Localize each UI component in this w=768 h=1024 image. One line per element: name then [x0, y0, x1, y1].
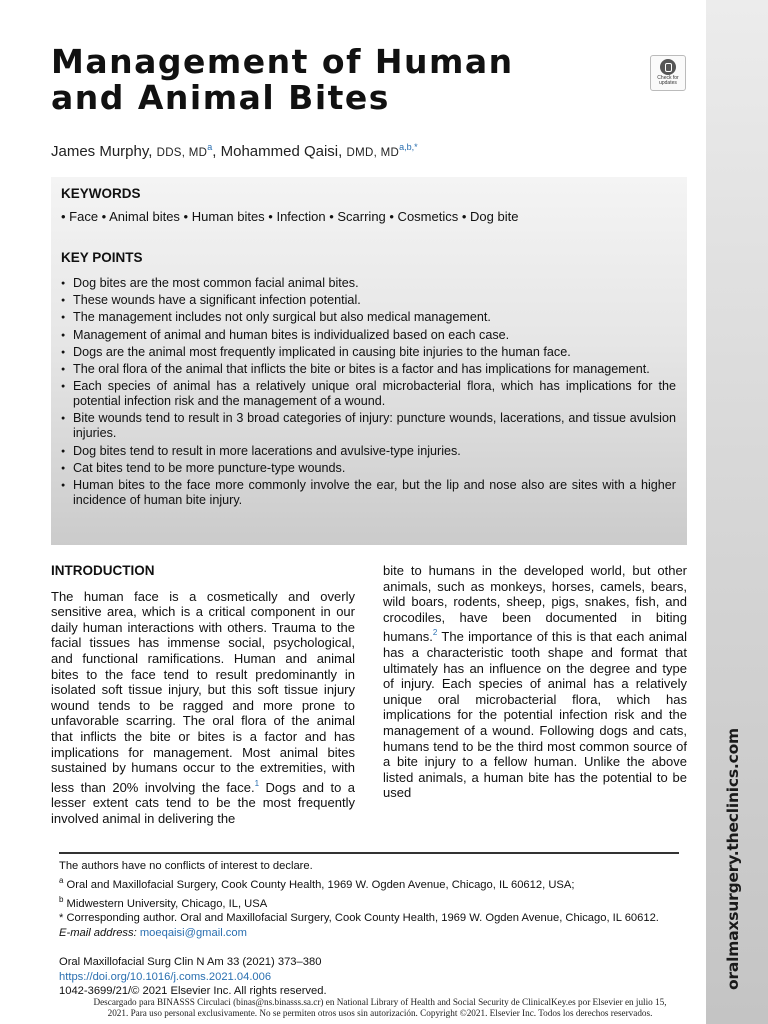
key-point-item: ● Dog bites are the most common facial animal bites.: [61, 276, 676, 291]
journal-url-vertical[interactable]: oralmaxsurgery.theclinics.com: [724, 727, 742, 990]
affiliation-a: [59, 874, 679, 893]
key-point-item: ● The oral flora of the animal that inflicts the bite or bites is a factor and has implications for management.: [61, 362, 676, 377]
doi-link[interactable]: https://doi.org/10.1016/j.coms.2021.04.006: [59, 970, 272, 983]
key-point-item: ● These wounds have a significant infection potential.: [61, 293, 676, 308]
intro-text-right-b: The importance of this is that each animal has a characteristic tooth shape and format that ultimately has an influence on the degree and type of injury. Each species of animal has a relatively unique oral microbacterial flora, which has implications for the potential infection risk and the management of a wound. Following dogs and cats, humans tend to be the third most common source of a bite injury to a fellow human. Unlike the above listed animals, a human bite has the potential to be used: [383, 629, 687, 801]
download-notice: [40, 997, 720, 1019]
affiliation-a-mark: a: [59, 875, 64, 885]
key-point-item: ● Bite wounds tend to result in 3 broad categories of injury: puncture wounds, lacerations, and tissue avulsion injuries.: [61, 411, 676, 441]
keywords-heading: KEYWORDS: [61, 186, 141, 201]
affiliation-b-text: Midwestern University, Chicago, IL, USA: [63, 897, 268, 910]
intro-text-left-a: The human face is a cosmetically and overly sensitive area, which is a critical component in our daily human interactions with others. Trauma to the facial tissues has immense social, psychological, and functional ramifications. Human and animal bites to the face tend to result predominantly in isolated soft tissue injury, but this soft tissue injury wound tends to be ragged and more prone to unfavorable scarring. The oral flora of the animal that inflicts the bite or bites is a factor and has implications for management. Most animal bites sustained by humans occur to the extremities, with less than 20% involving the face.: [51, 588, 355, 795]
author-2-name: , Mohammed Qaisi,: [212, 143, 347, 160]
crossmark-icon: [660, 59, 676, 75]
affiliation-b: [59, 893, 679, 912]
intro-column-right: [383, 563, 687, 801]
conflict-statement: The authors have no conflicts of interest to declare.: [59, 860, 313, 872]
author-2-affiliation[interactable]: a,b,*: [399, 142, 418, 152]
affiliation-b-mark: b: [59, 894, 64, 904]
download-notice-line-1: Descargado para BINASSS Circulaci (binas@ns.binasss.sa.cr) en National Library of Health and Social Security de ClinicalKey.es por Elsevier en julio 15,: [93, 997, 667, 1007]
journal-info: [59, 955, 327, 999]
issn-copyright: 1042-3699/21/© 2021 Elsevier Inc. All rights reserved.: [59, 985, 327, 998]
email-label: E-mail address:: [59, 927, 137, 940]
article-title: [51, 44, 611, 116]
corresponding-author: * Corresponding author. Oral and Maxillofacial Surgery, Cook County Health, 1969 W. Ogden Avenue, Chicago, IL 60612.: [59, 912, 659, 925]
check-for-updates-badge[interactable]: [650, 55, 686, 91]
reference-2-link[interactable]: 2: [432, 628, 438, 638]
reference-1-link[interactable]: 1: [254, 778, 260, 788]
title-line-1: Management of Human: [51, 42, 514, 81]
author-1-name: James Murphy,: [51, 143, 157, 160]
footnote-divider: [59, 852, 679, 854]
key-point-item: ● Management of animal and human bites is individualized based on each case.: [61, 328, 676, 343]
intro-paragraph-continued: [383, 563, 687, 801]
author-2-degrees: DMD, MD: [346, 147, 400, 159]
key-point-item: ● Each species of animal has a relatively unique oral microbacterial flora, which has implications for the potential infection risk and the management of a wound.: [61, 379, 676, 409]
email-line: [59, 926, 679, 941]
key-points-heading: KEY POINTS: [61, 250, 143, 265]
footnotes: [59, 859, 679, 941]
key-point-item: ● Dogs are the animal most frequently implicated in causing bite injuries to the human face.: [61, 345, 676, 360]
key-point-item: ● Human bites to the face more commonly involve the ear, but the lip and nose also are sites with a higher incidence of human bite injury.: [61, 478, 676, 508]
intro-column-left: [51, 563, 355, 827]
author-1-degrees: DDS, MD: [156, 147, 208, 159]
key-point-item: ● Cat bites tend to be more puncture-type wounds.: [61, 461, 676, 476]
author-line: [51, 142, 418, 160]
intro-paragraph: [51, 589, 355, 827]
journal-citation: Oral Maxillofacial Surg Clin N Am 33 (2021) 373–380: [59, 956, 322, 968]
intro-text-right-a: bite to humans in the developed world, but other animals, such as monkeys, horses, camels, bears, wild boars, rodents, sheep, pigs, snakes, fish, and crocodiles, have been documented in biting humans.: [383, 563, 687, 645]
keywords-list: • Face • Animal bites • Human bites • Infection • Scarring • Cosmetics • Dog bite: [61, 209, 519, 224]
key-point-item: ● The management includes not only surgical but also medical management.: [61, 310, 676, 325]
badge-line-1: Check for: [657, 75, 679, 81]
key-point-item: ● Dog bites tend to result in more lacerations and avulsive-type injuries.: [61, 444, 676, 459]
key-points-list: [61, 276, 676, 510]
intro-text-left-b: Dogs and to a lesser extent cats tend to be the most frequently involved animal in delivering the: [51, 779, 355, 826]
author-1-affiliation[interactable]: a: [207, 142, 213, 152]
badge-line-2: updates: [659, 80, 677, 86]
email-link[interactable]: moeqaisi@gmail.com: [139, 927, 247, 940]
download-notice-line-2: 2021. Para uso personal exclusivamente. No se permiten otros usos sin autorización. Copyright ©2021. Elsevier Inc. Todos los derechos reservados.: [107, 1008, 653, 1018]
affiliation-a-text: Oral and Maxillofacial Surgery, Cook County Health, 1969 W. Ogden Avenue, Chicago, IL 60612, USA;: [63, 878, 575, 891]
introduction-heading: INTRODUCTION: [51, 563, 155, 578]
title-line-2: and Animal Bites: [51, 78, 390, 117]
